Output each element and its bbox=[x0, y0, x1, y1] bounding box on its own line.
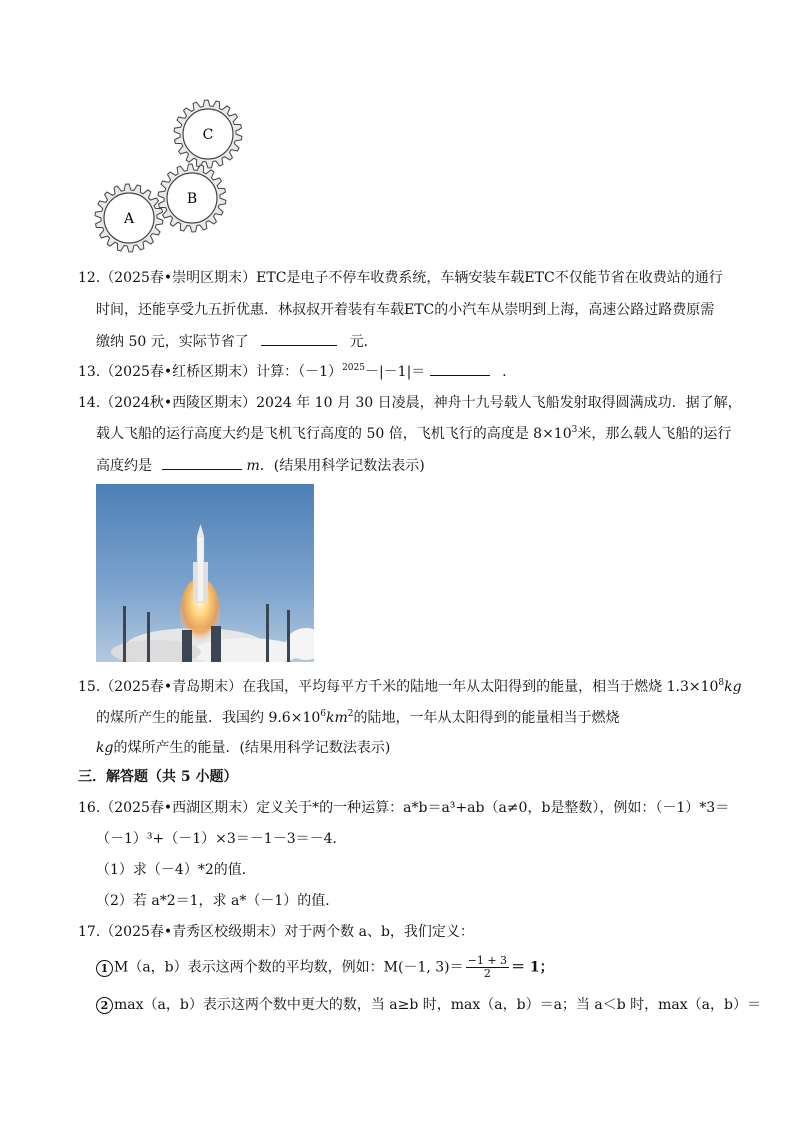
q15-line1 bbox=[78, 677, 742, 697]
q13-exponent: 2025 bbox=[342, 363, 365, 373]
q14-line2-end: 米，那么载人飞船的运行 bbox=[577, 426, 732, 442]
q17-item1-text: M（a，b）表示这两个数的平均数，例如：M(－1, 3)＝ bbox=[114, 959, 464, 976]
fraction bbox=[466, 955, 509, 980]
q16-sub2: （2）若 a*2＝1，求 a*（－1）的值． bbox=[96, 893, 340, 909]
q17-item2-text: max（a，b）表示这两个数中更大的数，当 a≥b 时，max（a，b）＝a；当 a＜b 时，max（a，b）＝ bbox=[114, 997, 761, 1013]
gears-figure bbox=[92, 96, 248, 256]
q17-item2 bbox=[96, 995, 761, 1015]
fraction-denominator: 2 bbox=[483, 967, 491, 980]
rocket-launch-image bbox=[96, 484, 314, 662]
q14-exponent: 3 bbox=[571, 425, 578, 435]
q15-line3 bbox=[96, 738, 390, 758]
gear-a-label: A bbox=[123, 211, 135, 227]
q15-unit2: km bbox=[326, 710, 348, 726]
q15-line2-text: 的煤所产生的能量．我国约 9.6×10 bbox=[96, 710, 321, 726]
answer-blank-q13[interactable] bbox=[430, 361, 490, 376]
q14-unit: m bbox=[246, 458, 260, 474]
q14-line2-text: 载人飞船的运行高度大约是飞机飞行高度的 50 倍，飞机飞行的高度是 8×10 bbox=[96, 426, 572, 442]
item-number-1: 1 bbox=[96, 960, 113, 977]
q15-exponent2: 6 bbox=[320, 709, 326, 719]
q17-line1: 17.（2025春•青秀区校级期末）对于两个数 a、b，我们定义： bbox=[78, 924, 474, 940]
q16-line2: （－1）³+（－1）×3＝－1－3＝－4． bbox=[96, 831, 347, 847]
q15-line2 bbox=[96, 708, 620, 728]
q15-exponent1: 8 bbox=[718, 678, 725, 688]
q15-unit1: kg bbox=[724, 679, 742, 695]
q15-exponent3: 2 bbox=[347, 709, 354, 719]
q15-line1-text: 15.（2025春•青岛期末）在我国，平均每平方千米的陆地一年从太阳得到的能量，相当于燃烧 1.3×10 bbox=[78, 679, 719, 695]
section-heading: 三．解答题（共 5 小题） bbox=[78, 769, 238, 785]
q13-mid: －|－1|＝ bbox=[364, 364, 426, 380]
fraction-numerator: −1 + 3 bbox=[467, 954, 508, 967]
q15-unit3: kg bbox=[96, 740, 114, 756]
q12-unit: 元． bbox=[349, 334, 378, 350]
q14-line3-text: 高度约是 bbox=[96, 458, 152, 474]
q13-end: ． bbox=[502, 364, 517, 380]
q14-line3-end: ．(结果用科学记数法表示) bbox=[259, 458, 425, 474]
q15-line3-end: 的煤所产生的能量．(结果用科学记数法表示) bbox=[113, 740, 391, 756]
q12-line1: 12.（2025春•崇明区期末）ETC是电子不停车收费系统，车辆安装车载ETC不仅能节省在收费站的通行 bbox=[78, 270, 723, 286]
q16-line1: 16.（2025春•西湖区期末）定义关于*的一种运算：a*b＝a³+ab（a≠0，b是整数），例如：（－1）*3＝ bbox=[78, 800, 730, 816]
q12-line3 bbox=[96, 331, 378, 352]
gear-c-label: C bbox=[202, 127, 214, 143]
q13-prefix: 13.（2025春•红桥区期末）计算：（－1） bbox=[78, 364, 343, 380]
q12-line3-text: 缴纳 50 元，实际节省了 bbox=[96, 334, 249, 350]
q17-item1 bbox=[96, 955, 554, 980]
answer-blank-q14[interactable] bbox=[162, 455, 242, 470]
q16-sub1: （1）求（－4）*2的值． bbox=[96, 862, 256, 878]
q14-line2 bbox=[96, 424, 731, 444]
q14-line1: 14.（2024秋•西陵区期末）2024 年 10 月 30 日凌晨，神舟十九号载人飞船发射取得圆满成功．据了解， bbox=[78, 395, 742, 411]
q13-line bbox=[78, 361, 516, 382]
item-number-2: 2 bbox=[96, 997, 113, 1014]
q14-line3 bbox=[96, 455, 425, 476]
answer-blank-q12[interactable] bbox=[261, 331, 337, 346]
q12-line2: 时间，还能享受九五折优惠．林叔叔开着装有车载ETC的小汽车从崇明到上海，高速公路过路费原需 bbox=[96, 302, 715, 318]
gear-b-label: B bbox=[186, 191, 198, 207]
q15-line2-end: 的陆地，一年从太阳得到的能量相当于燃烧 bbox=[353, 710, 620, 726]
q17-item1-end: ＝ 1； bbox=[511, 959, 554, 976]
